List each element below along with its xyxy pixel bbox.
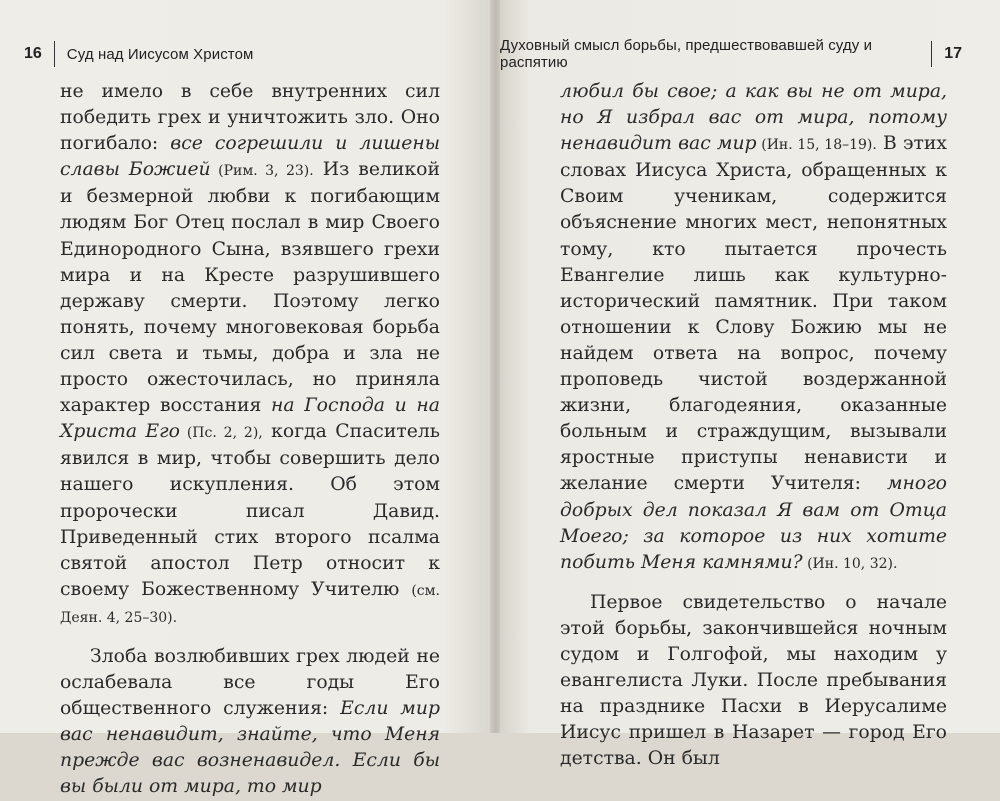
page-number-right: 17 [944, 45, 962, 62]
scripture-reference: (Ин. 10, 32). [802, 555, 898, 572]
scripture-reference: (см. Деян. 4, 25–30). [60, 582, 440, 626]
scripture-reference: (Ин. 15, 18–19). [756, 137, 877, 154]
scripture-reference: (Рим. 3, 23). [210, 163, 314, 180]
text-run: В этих словах Иисуса Христа, обращенных к Своим ученикам, содержится объяснение многих мест, непонятных тому, кто пытается прочесть Евангелие лишь как культурно-исторический памятник. При таком отношении к Слову Божию мы не найдем ответа на вопрос, почему проповедь чистой воздержанной жизни, благодеяния, оказанные больным и страждущим, вызывали яростные приступы ненависти и желание смерти Учителя: [560, 133, 948, 495]
text-run: Злоба возлюбивших грех людей не ослабевала все годы Его общественного служения: [60, 645, 440, 720]
header-separator [54, 41, 55, 67]
scripture-reference: (Пс. 2, 2), [179, 425, 263, 442]
paragraph: Первое свидетельство о начале этой борьбы, закончившейся ночным судом и Голгофой, мы находим у евангелиста Луки. После пребывания на празднике Пасхи в Иерусалиме Иисус пришел в Назарет — город Его детства. Он был [560, 591, 947, 770]
header-separator [931, 41, 932, 67]
running-title-left: Суд над Иисусом Христом [66, 45, 254, 63]
right-header [500, 37, 962, 71]
paragraph [60, 644, 440, 801]
scripture-quote: любил бы свое; а как вы не от мира, но Я избрал вас от мира, потому ненавидит вас мир [560, 81, 947, 155]
left-header [24, 40, 253, 68]
paragraph [560, 79, 947, 577]
right-page [500, 0, 1000, 770]
text-run: когда Спаситель явился в мир, чтобы совершить дело нашего искупления. Об этом пророчески писал Давид. Приведенный стих второго псалма святой апостол Петр относит к своему Божественному Учителю [60, 421, 440, 600]
scripture-quote: все согрешили и лишены славы Божией [60, 133, 441, 181]
scripture-quote: на Господа и на Христа Его [60, 395, 440, 443]
text-run: не имело в себе внутренних сил победить грех и уничтожить зло. Оно погибало: [60, 81, 440, 155]
left-page [0, 0, 492, 798]
page-number-left: 16 [24, 45, 42, 62]
left-body-text [60, 79, 440, 801]
scripture-quote: много добрых дел показал Я вам от Отца Моего; за которое из них хотите побить Меня камнями? [560, 473, 947, 573]
text-run: Из великой и безмерной любви к погибающим людям Бог Отец послал в мир Своего Единородного Сына, взявшего грехи мира и на Кресте разрушившего державу смерти. Поэтому легко понять, почему многовековая борьба сил света и тьмы, добра и зла не просто ожесточилась, но приняла характер восстания [60, 159, 440, 417]
running-title-right: Духовный смысл борьбы, предшествовавшей суду и распятию [500, 37, 873, 71]
paragraph [60, 79, 440, 631]
scripture-quote: Если мир вас ненавидит, знайте, что Меня прежде вас возненавидел. Если бы вы были от мира, то мир [60, 698, 440, 798]
right-body-text [560, 79, 947, 772]
